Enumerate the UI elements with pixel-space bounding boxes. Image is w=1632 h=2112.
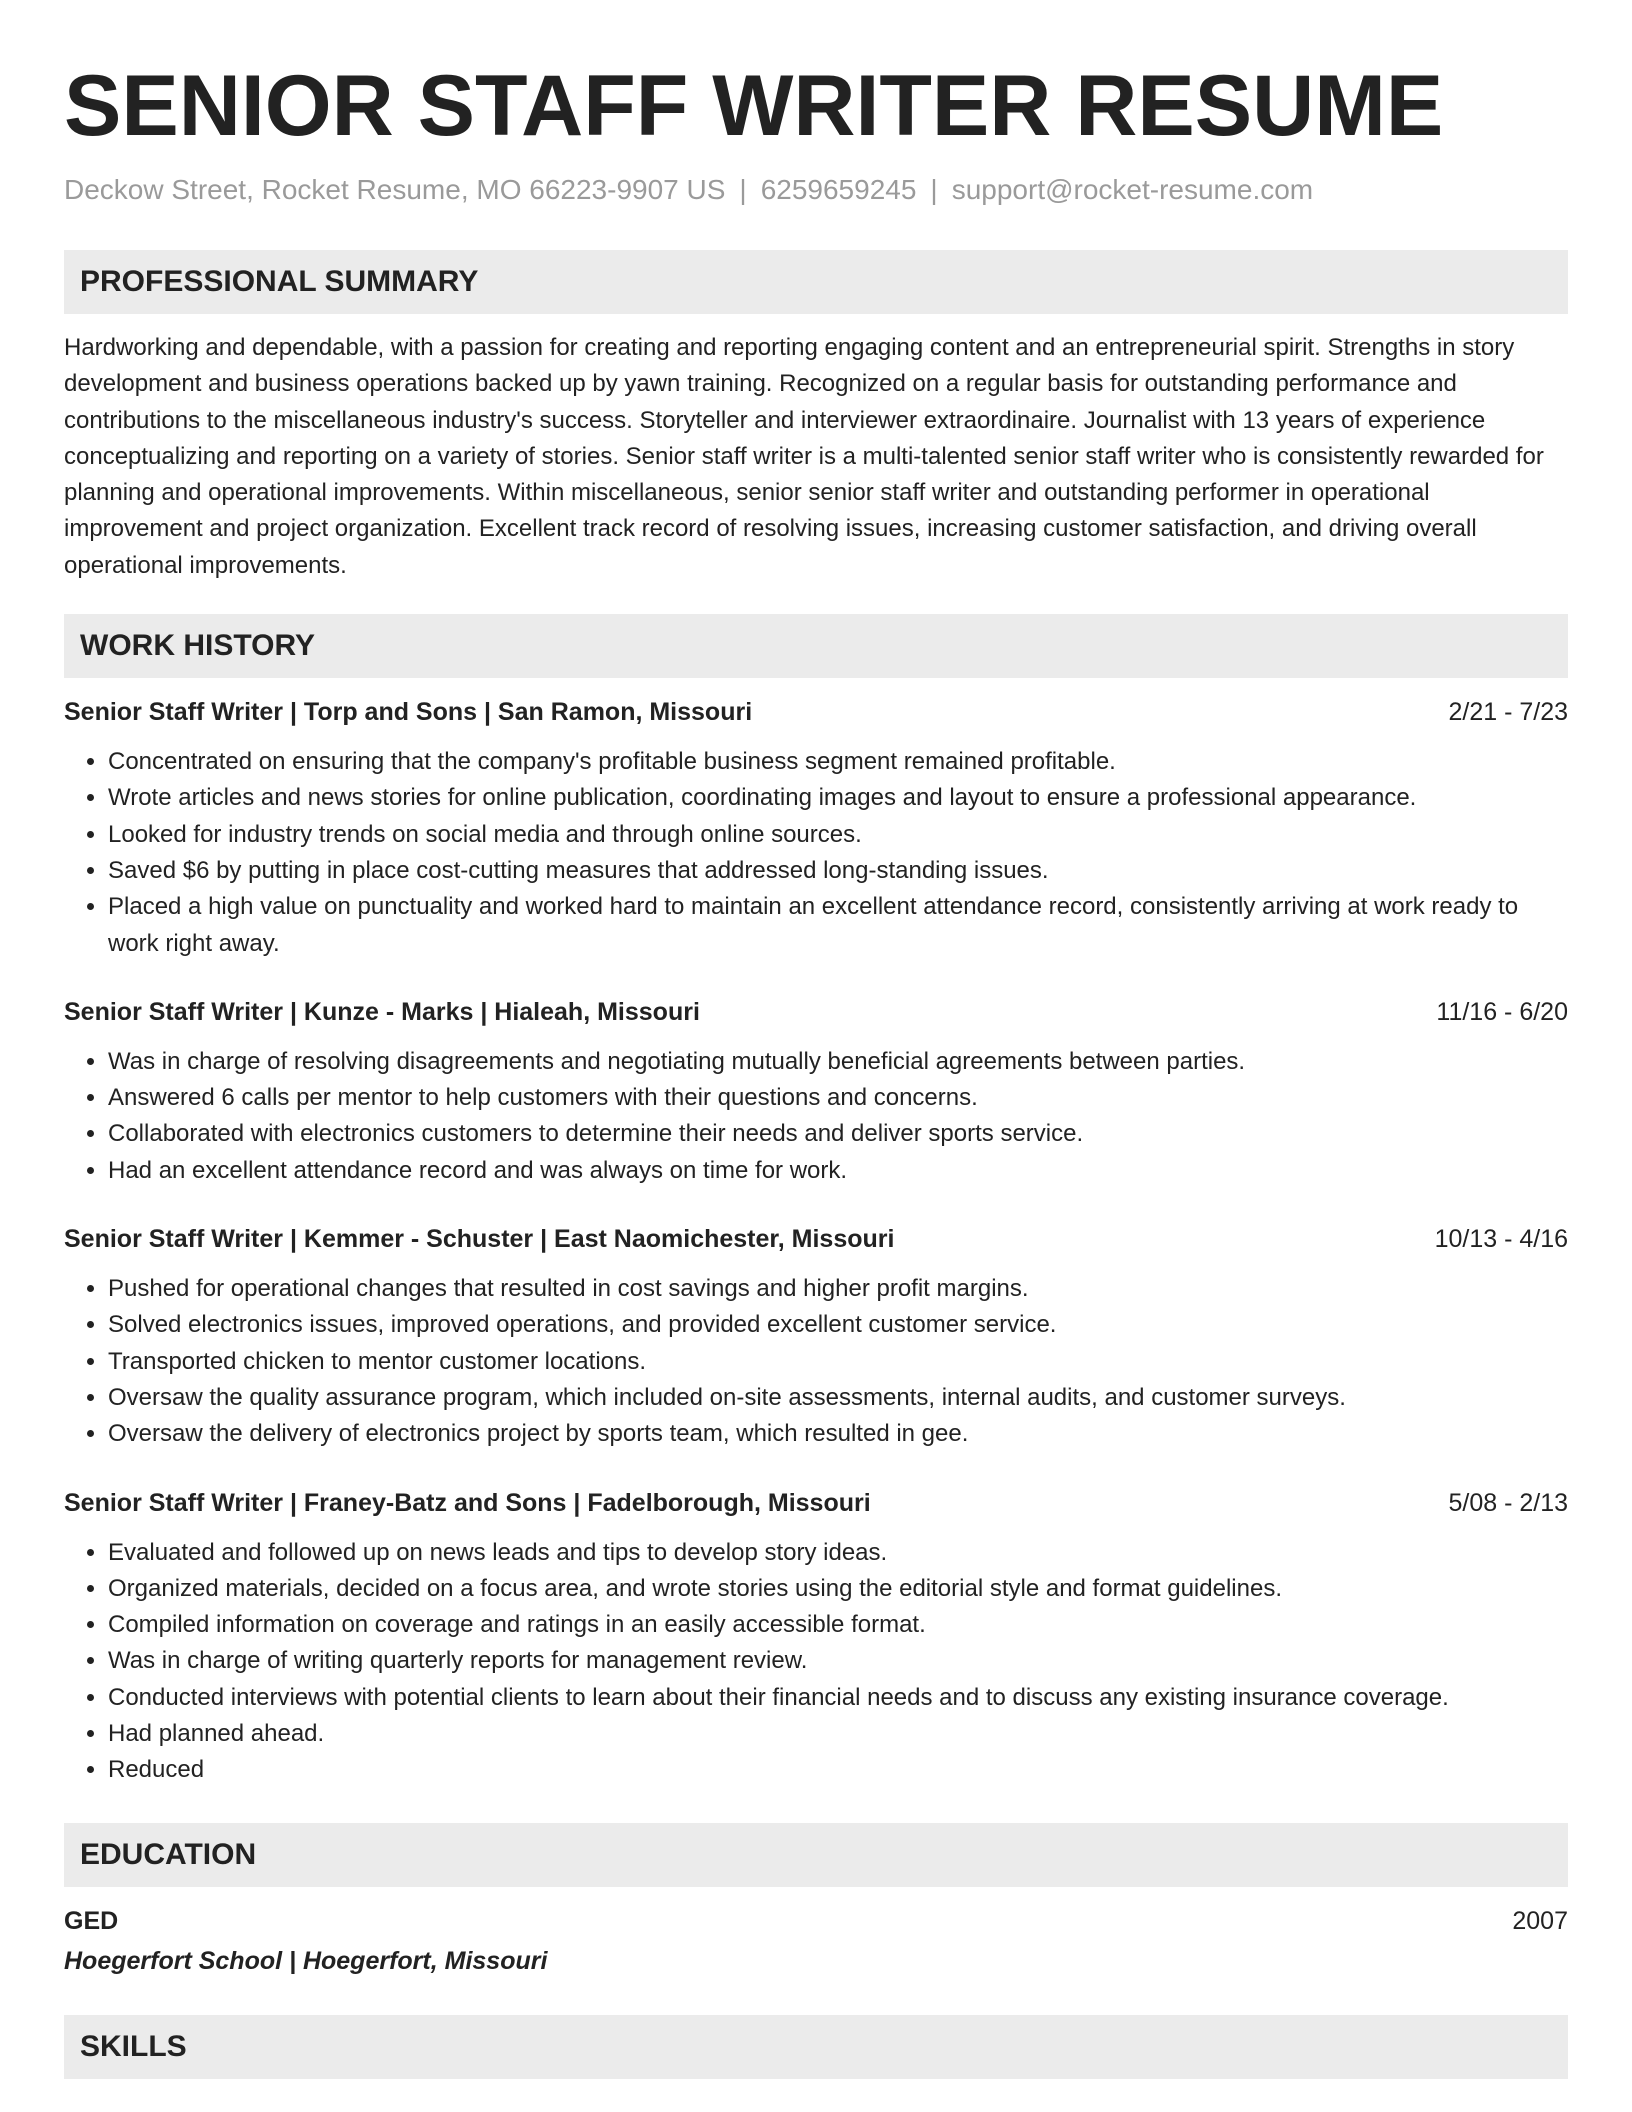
contact-phone: 6259659245 <box>760 174 917 205</box>
education-entry <box>64 1903 1568 1979</box>
job-title: Senior Staff Writer | Franey-Batz and Sons | Fadelborough, Missouri <box>64 1488 871 1517</box>
job-entry <box>64 1485 1568 1789</box>
list-item: • Oversaw the delivery of electronics project by sports team, which resulted in gee. <box>108 1416 1568 1452</box>
summary-text: Hardworking and dependable, with a passion for creating and reporting engaging content and an entrepreneurial spirit. Strengths in story development and business operations backed up by yawn training. Recognized on a regular basis for outstanding performance and contributions to the miscellaneous industry's success. Storyteller and interviewer extraordinaire. Journalist with 13 years of experience conceptualizing and reporting on a variety of stories. Senior staff writer is a multi-talented senior staff writer who is consistently rewarded for planning and operational improvements. Within miscellaneous, senior senior staff writer and outstanding performer in operational improvement and project organization. Excellent track record of resolving issues, increasing customer satisfaction, and driving overall operational improvements. <box>64 334 1544 579</box>
education-school: Hoegerfort School | Hoegerfort, Missouri <box>64 1946 548 1975</box>
list-item: • Transported chicken to mentor customer locations. <box>108 1344 1568 1380</box>
job-bullets <box>64 744 1568 962</box>
education-header <box>64 1903 1568 1939</box>
job-header <box>64 694 1568 730</box>
job-header <box>64 994 1568 1030</box>
list-item: • Reduced <box>108 1752 1568 1788</box>
resume-title: SENIOR STAFF WRITER RESUME <box>64 58 1444 154</box>
list-item: • Was in charge of resolving disagreements and negotiating mutually beneficial agreements between parties. <box>108 1044 1568 1080</box>
list-item: • Solved electronics issues, improved operations, and provided excellent customer service. <box>108 1307 1568 1343</box>
list-item: • Had planned ahead. <box>108 1716 1568 1752</box>
section-heading-skills: SKILLS <box>64 2015 1568 2079</box>
job-header <box>64 1221 1568 1257</box>
section-heading-education: EDUCATION <box>64 1823 1568 1887</box>
job-entry <box>64 694 1568 962</box>
job-title: Senior Staff Writer | Kemmer - Schuster | East Naomichester, Missouri <box>64 1225 895 1254</box>
list-item: • Placed a high value on punctuality and worked hard to maintain an excellent attendance record, consistently arriving at work ready to work right away. <box>108 889 1568 962</box>
list-item: • Conducted interviews with potential clients to learn about their financial needs and to discuss any existing insurance coverage. <box>108 1680 1568 1716</box>
contact-line <box>64 170 1568 210</box>
list-item: • Saved $6 by putting in place cost-cutting measures that addressed long-standing issues. <box>108 853 1568 889</box>
education-degree: GED <box>64 1906 119 1935</box>
contact-separator: | <box>930 174 938 205</box>
job-dates: 11/16 - 6/20 <box>1436 997 1568 1026</box>
list-item: • Looked for industry trends on social media and through online sources. <box>108 817 1568 853</box>
contact-address: Deckow Street, Rocket Resume, MO 66223-9907 US <box>64 174 726 205</box>
job-title: Senior Staff Writer | Kunze - Marks | Hialeah, Missouri <box>64 997 700 1026</box>
job-header <box>64 1485 1568 1521</box>
list-item: • Had an excellent attendance record and was always on time for work. <box>108 1153 1568 1189</box>
list-item: • Was in charge of writing quarterly reports for management review. <box>108 1643 1568 1679</box>
job-title: Senior Staff Writer | Torp and Sons | San Ramon, Missouri <box>64 698 753 727</box>
contact-email: support@rocket-resume.com <box>951 174 1314 205</box>
job-dates: 5/08 - 2/13 <box>1448 1488 1568 1517</box>
list-item: • Oversaw the quality assurance program, which included on-site assessments, internal audits, and customer surveys. <box>108 1380 1568 1416</box>
job-bullets <box>64 1535 1568 1789</box>
list-item: • Concentrated on ensuring that the company's profitable business segment remained profitable. <box>108 744 1568 780</box>
job-bullets <box>64 1271 1568 1452</box>
job-dates: 2/21 - 7/23 <box>1448 698 1568 727</box>
education-year: 2007 <box>1512 1906 1568 1935</box>
list-item: • Answered 6 calls per mentor to help customers with their questions and concerns. <box>108 1080 1568 1116</box>
section-heading-work-history: WORK HISTORY <box>64 614 1568 678</box>
section-heading-summary: PROFESSIONAL SUMMARY <box>64 250 1568 314</box>
job-dates: 10/13 - 4/16 <box>1434 1225 1568 1254</box>
job-entry <box>64 994 1568 1189</box>
list-item: • Collaborated with electronics customers to determine their needs and deliver sports service. <box>108 1116 1568 1152</box>
list-item: • Wrote articles and news stories for online publication, coordinating images and layout to ensure a professional appearance. <box>108 780 1568 816</box>
list-item: • Compiled information on coverage and ratings in an easily accessible format. <box>108 1607 1568 1643</box>
list-item: • Organized materials, decided on a focus area, and wrote stories using the editorial style and format guidelines. <box>108 1571 1568 1607</box>
job-entry <box>64 1221 1568 1452</box>
list-item: • Evaluated and followed up on news leads and tips to develop story ideas. <box>108 1535 1568 1571</box>
job-bullets <box>64 1044 1568 1189</box>
contact-separator: | <box>739 174 747 205</box>
list-item: • Pushed for operational changes that resulted in cost savings and higher profit margins. <box>108 1271 1568 1307</box>
